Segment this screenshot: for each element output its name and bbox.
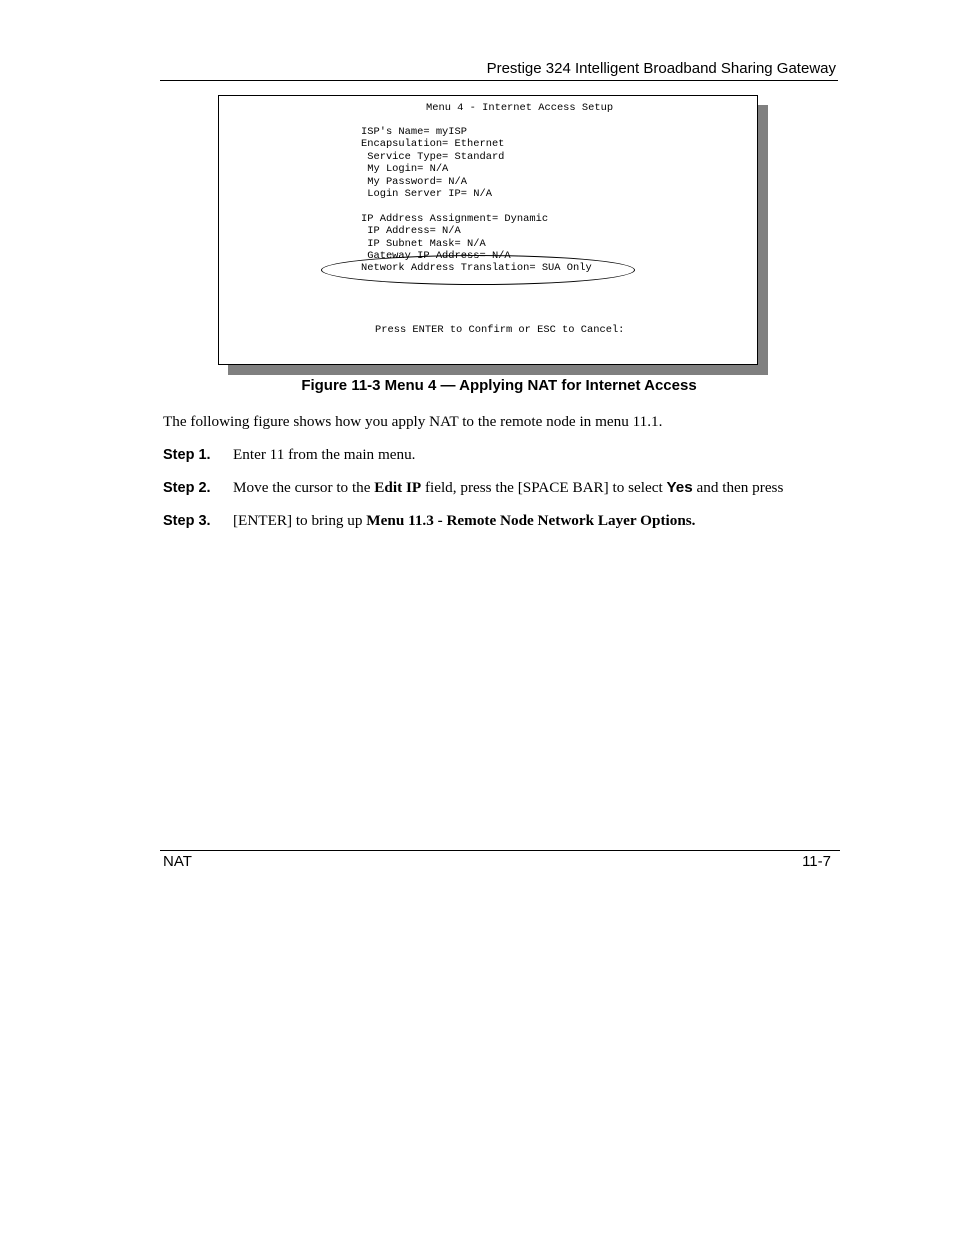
terminal-line: ISP's Name= myISP: [361, 126, 468, 138]
running-header: Prestige 324 Intelligent Broadband Sharing Gateway: [486, 60, 836, 77]
step-label: Step 2.: [163, 480, 211, 496]
page-number: 11-7: [802, 853, 831, 870]
intro-paragraph: The following figure shows how you apply NAT to the remote node in menu 11.1.: [163, 413, 663, 430]
terminal-screen: [218, 95, 758, 365]
step-text: Enter 11 from the main menu.: [233, 446, 416, 463]
figure-caption: Figure 11-3 Menu 4 — Applying NAT for Internet Access: [301, 377, 697, 394]
terminal-line: My Password= N/A: [361, 175, 468, 188]
terminal-line: Service Type= Standard: [361, 150, 505, 163]
terminal-line: IP Subnet Mask= N/A: [361, 237, 486, 250]
edit-ip-term: Edit IP: [374, 479, 422, 496]
terminal-title: Menu 4 - Internet Access Setup: [426, 102, 614, 114]
step-text: Move the cursor to the Edit IP field, press the [SPACE BAR] to select Yes and then press: [233, 479, 784, 496]
menu-11-3-term: Menu 11.3 - Remote Node Network Layer Options.: [366, 512, 696, 529]
terminal-prompt: Press ENTER to Confirm or ESC to Cancel:: [375, 324, 625, 336]
terminal-line: Encapsulation= Ethernet: [361, 138, 505, 151]
footer-chapter: NAT: [163, 853, 192, 870]
terminal-line: IP Address= N/A: [361, 225, 461, 238]
terminal-line: Gateway IP Address= N/A: [361, 250, 511, 263]
header-rule: [160, 80, 838, 81]
terminal-line: My Login= N/A: [361, 163, 449, 176]
step-label: Step 3.: [163, 513, 211, 529]
step-text: [ENTER] to bring up Menu 11.3 - Remote Node Network Layer Options.: [233, 512, 696, 529]
terminal-line: IP Address Assignment= Dynamic: [361, 212, 549, 225]
nat-field-line: Network Address Translation= SUA Only: [361, 262, 592, 275]
footer-rule: [160, 850, 840, 851]
step-label: Step 1.: [163, 447, 211, 463]
yes-term: Yes: [666, 479, 693, 496]
terminal-line: Login Server IP= N/A: [361, 188, 492, 201]
terminal-fields: [361, 126, 592, 275]
nat-highlight-ellipse: [321, 255, 635, 285]
